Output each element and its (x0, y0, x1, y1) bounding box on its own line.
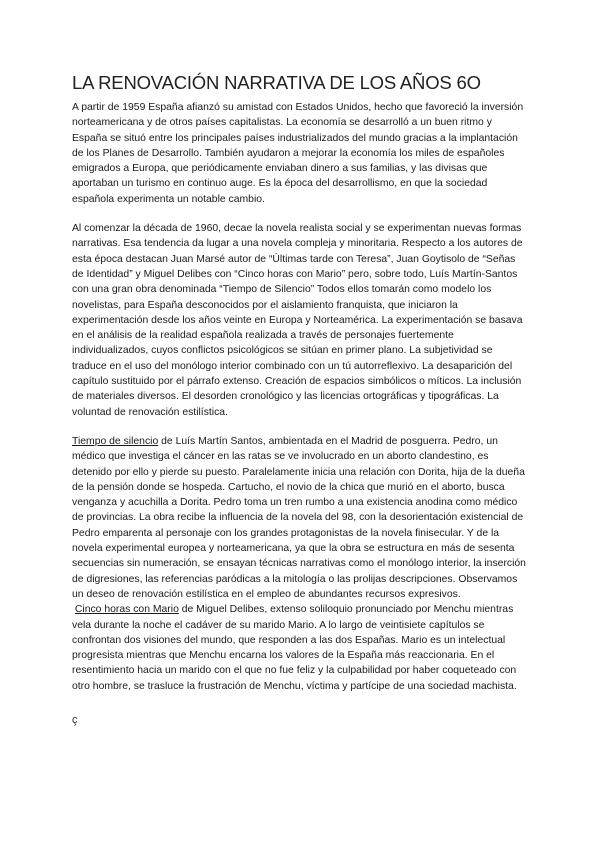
paragraph-cinco-horas-text: de Miguel Delibes, extenso soliloquio pronunciado por Menchu mientras vela durante la noche el cadáver de su marido Mario. A lo largo de veintisiete capítulos se confrontan dos visiones del mundo, que responden a las dos Españas. Mario es un intelectual progresista mientras que Menchu encarna los valores de la España más reaccionaria. En el resentimiento hacia un marido con el que no fue feliz y la culpabilidad por haber coqueteado con otro hombre, se trasluce la frustración de Menchu, víctima y partícipe de una sociedad machista. (72, 604, 517, 692)
paragraph-cinco-horas (72, 602, 528, 694)
paragraph-gap (72, 207, 528, 221)
book-title-cinco-horas: Cinco horas con Mario (74, 604, 179, 616)
paragraph-gap (72, 420, 528, 434)
document-page (72, 72, 528, 694)
paragraph-context: A partir de 1959 España afianzó su amistad con Estados Unidos, hecho que favoreció la inversión norteamericana y de otros países capitalistas. La economía se desarrolló a un buen ritmo y España se situó entre los principales países industrializados del mundo gracias a la implantación de los Planes de Desarrollo. También ayudaron a mejorar la economía los miles de españoles emigrados a Europa, que periódicamente enviaban dinero a sus familias, y las divisas que aportaban un turismo en continuo auge. Es la época del desarrollismo, en que la sociedad española experimenta un notable cambio. (72, 102, 524, 205)
document-title: LA RENOVACIÓN NARRATIVA DE LOS AÑOS 6O (72, 72, 481, 93)
book-title-tiempo-de-silencio: Tiempo de silencio (72, 435, 159, 447)
paragraph-tiempo-de-silencio (72, 434, 528, 602)
stray-character: ç (72, 714, 78, 726)
paragraph-tiempo-de-silencio-text: de Luís Martín Santos, ambientada en el Madrid de posguerra. Pedro, un médico que investiga el cáncer en las ratas se ve involucrado en un aborto clandestino, es detenido por ello y pierde su puesto. Paralelamente inicia una relación con Dorita, hija de la dueña de la pensión donde se hospeda. Cartucho, el novio de la chica que murió en el aborto, busca venganza y acuchilla a Dorita. Pedro toma un tren rumbo a una existencia anodina como médico de provincias. La obra recibe la influencia de la novela del 98, con la desorientación existencial de Pedro emparenta al personaje con los grandes protagonistas de la novela finisecular. Y de la novela experimental europea y norteamericana, ya que la obra se estructura en más de sesenta secuencias sin numeración, se ensayan técnicas narrativas como el monólogo interior, la inserción de digresiones, las referencias paródicas a la mitología o las prolijas descripciones. Observamos un deseo de renovación estilística en el empleo de abundantes recursos expresivos. (72, 435, 526, 600)
paragraph-renovation: Al comenzar la década de 1960, decae la novela realista social y se experimentan nuevas formas narrativas. Esa tendencia da lugar a una novela compleja y minoritaria. Respecto a los autores de esta época destacan Juan Marsé autor de “Últimas tarde con Teresa”, Juan Goytisolo de “Señas de Identidad” y Miguel Delibes con “Cinco horas con Mario” pero, sobre todo, Luís Martín-Santos con una gran obra denominada “Tiempo de Silencio” Todos ellos tomarán como modelo los novelistas, para España desconocidos por el aislamiento franquista, que iniciaron la experimentación desde los años veinte en Europa y Norteamérica. La experimentación se basava en el análisis de la realidad española realizada a través de personajes fuertemente individualizados, cuyos conflictos psicológicos se sitúan en primer plano. La subjetividad se traduce en el uso del monólogo interior combinado con un tú autorreflexivo. La desaparición del capítulo sustituido por el párrafo extenso. Creación de espacios simbólicos o míticos. La inclusión de materiales diversos. El desorden cronológico y las licencias ortográficas y tipográficas. La voluntad de renovación estilística. (72, 223, 523, 418)
